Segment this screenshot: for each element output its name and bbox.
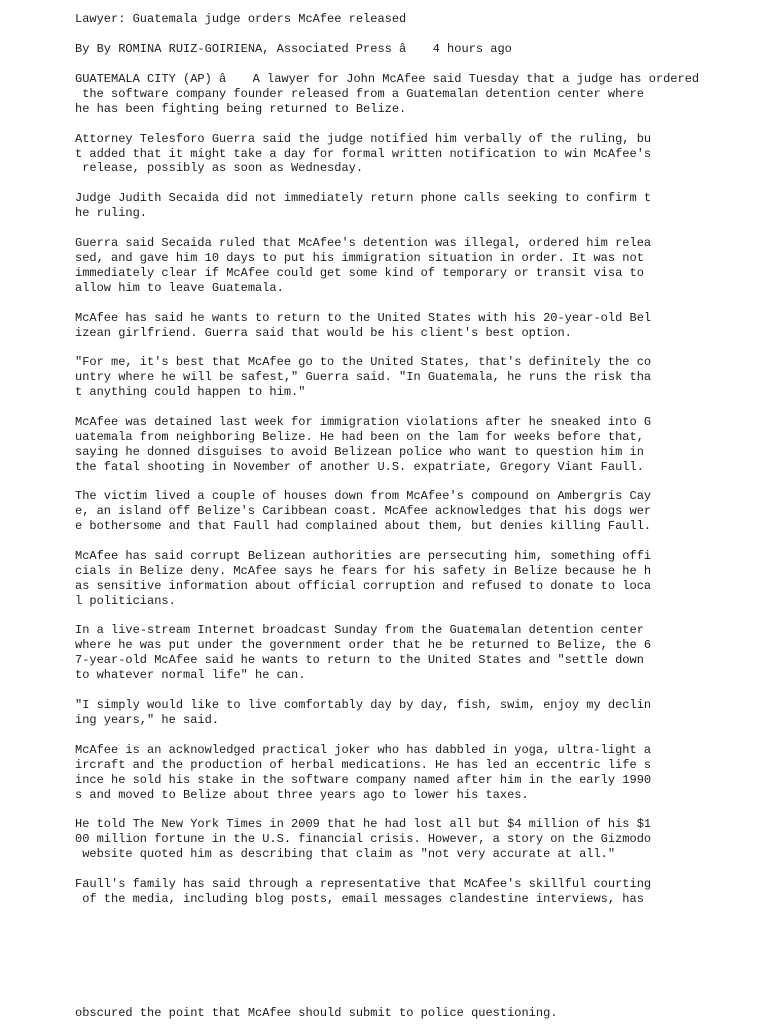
text-line: untry where he will be safest," Guerra said. "In Guatemala, he runs the risk tha: [75, 370, 652, 384]
text-line: ince he sold his stake in the software company named after him in the early 1990: [75, 773, 652, 787]
text-line: immediately clear if McAfee could get some kind of temporary or transit visa to: [75, 266, 644, 280]
text-line: The victim lived a couple of houses down from McAfee's compound on Ambergris Cay: [75, 489, 652, 503]
byline: By By ROMINA RUIZ-GOIRIENA, Associated Press â 4 hours ago: [75, 42, 512, 56]
text-line: t added that it might take a day for formal written notification to win McAfee's: [75, 147, 652, 161]
text-line: he ruling.: [75, 206, 148, 220]
text-line: he has been fighting being returned to Belize.: [75, 102, 407, 116]
text-line: "I simply would like to live comfortably day by day, fish, swim, enjoy my declin: [75, 698, 652, 712]
text-line: 00 million fortune in the U.S. financial crisis. However, a story on the Gizmodo: [75, 832, 652, 846]
text-line: t anything could happen to him.": [75, 385, 306, 399]
text-line: sed, and gave him 10 days to put his immigration situation in order. It was not: [75, 251, 644, 265]
text-line: release, possibly as soon as Wednesday.: [75, 161, 364, 175]
text-line: GUATEMALA CITY (AP) â A lawyer for John McAfee said Tuesday that a judge has ordered: [75, 72, 700, 86]
text-line: as sensitive information about official corruption and refused to donate to loca: [75, 579, 652, 593]
text-line: e bothersome and that Faull had complained about them, but denies killing Faull.: [75, 519, 652, 533]
text-line: the software company founder released from a Guatemalan detention center where: [75, 87, 644, 101]
text-line: Judge Judith Secaida did not immediately return phone calls seeking to confirm t: [75, 191, 652, 205]
text-line: In a live-stream Internet broadcast Sunday from the Guatemalan detention center: [75, 623, 644, 637]
text-line: the fatal shooting in November of another U.S. expatriate, Gregory Viant Faull.: [75, 460, 644, 474]
text-line: McAfee was detained last week for immigration violations after he sneaked into G: [75, 415, 652, 429]
text-line: izean girlfriend. Guerra said that would be his client's best option.: [75, 326, 572, 340]
text-line: uatemala from neighboring Belize. He had been on the lam for weeks before that,: [75, 430, 644, 444]
headline: Lawyer: Guatemala judge orders McAfee released: [75, 12, 407, 26]
text-line: e, an island off Belize's Caribbean coast. McAfee acknowledges that his dogs wer: [75, 504, 652, 518]
text-line: He told The New York Times in 2009 that he had lost all but $4 million of his $1: [75, 817, 652, 831]
text-line: McAfee has said he wants to return to the United States with his 20-year-old Bel: [75, 311, 652, 325]
text-line: allow him to leave Guatemala.: [75, 281, 284, 295]
text-line: website quoted him as describing that claim as "not very accurate at all.": [75, 847, 616, 861]
text-line: 7-year-old McAfee said he wants to return to the United States and "settle down: [75, 653, 644, 667]
text-line: of the media, including blog posts, email messages clandestine interviews, has: [75, 892, 644, 906]
text-line: ing years," he said.: [75, 713, 220, 727]
text-line: s and moved to Belize about three years ago to lower his taxes.: [75, 788, 529, 802]
text-line: ircraft and the production of herbal medications. He has led an eccentric life s: [75, 758, 652, 772]
text-line: where he was put under the government order that he be returned to Belize, the 6: [75, 638, 652, 652]
final-line: obscured the point that McAfee should submit to police questioning.: [75, 1006, 558, 1020]
text-line: McAfee is an acknowledged practical joker who has dabbled in yoga, ultra-light a: [75, 743, 652, 757]
text-line: to whatever normal life" he can.: [75, 668, 306, 682]
text-line: cials in Belize deny. McAfee says he fears for his safety in Belize because he h: [75, 564, 652, 578]
text-line: Attorney Telesforo Guerra said the judge notified him verbally of the ruling, bu: [75, 132, 652, 146]
text-line: "For me, it's best that McAfee go to the United States, that's definitely the co: [75, 355, 652, 369]
text-line: saying he donned disguises to avoid Belizean police who want to question him in: [75, 445, 644, 459]
text-line: Faull's family has said through a representative that McAfee's skillful courting: [75, 877, 652, 891]
text-line: l politicians.: [75, 594, 176, 608]
text-line: Guerra said Secaida ruled that McAfee's detention was illegal, ordered him relea: [75, 236, 652, 250]
text-line: McAfee has said corrupt Belizean authorities are persecuting him, something offi: [75, 549, 652, 563]
